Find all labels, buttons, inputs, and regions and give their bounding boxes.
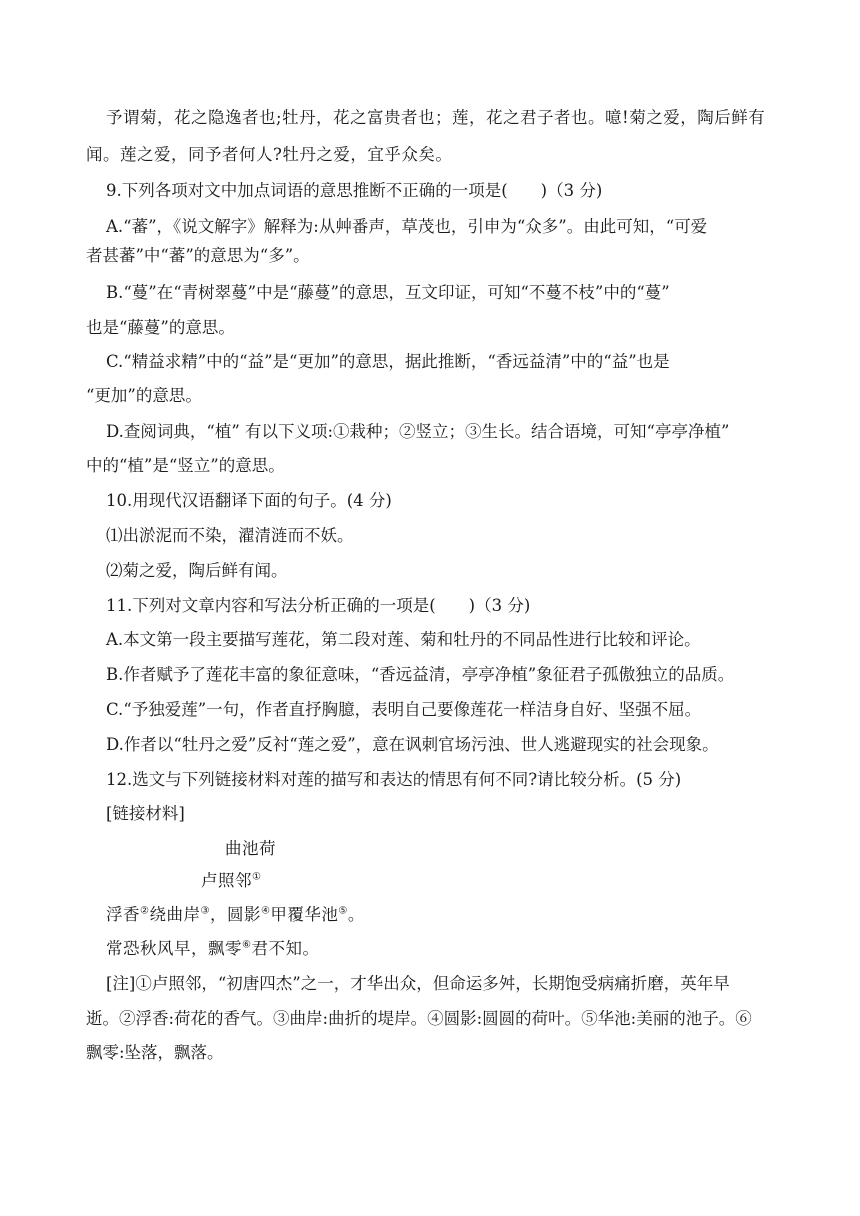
question-9-option-d-line1: D.查阅词典，“植” 有以下义项:①栽种；②竖立；③生长。结合语境，可知“亭亭净植” — [106, 422, 730, 441]
poem-text: 浮香 — [106, 905, 140, 924]
poem-author — [201, 869, 261, 893]
notes-line-2: 逝。②浮香:荷花的香气。③曲岸:曲折的堤岸。④圆影:圆圆的荷叶。⑤华池:美丽的池子。⑥ — [86, 1009, 752, 1028]
question-9-option-c-line1: C.“精益求精”中的“益”是“更加”的意思，据此推断，“香远益清”中的“益”也是 — [106, 352, 670, 371]
question-9-stem: 9.下列各项对文中加点词语的意思推断不正确的一项是( )（3 分) — [106, 181, 603, 200]
poem-text: 绕曲岸 — [149, 905, 201, 924]
question-9-option-c-line2: “更加”的意思。 — [86, 386, 202, 405]
footnote-marker: ② — [140, 905, 150, 917]
notes-line-3: 飘零:坠落，飘落。 — [86, 1043, 224, 1062]
footnote-marker: ⑥ — [242, 939, 252, 951]
footnote-marker: ① — [252, 871, 262, 883]
poem-title: 曲池荷 — [225, 839, 276, 858]
question-9-option-a-line2: 者甚蕃”中“蕃”的意思为“多”。 — [86, 246, 310, 265]
question-10-item-1: ⑴出淤泥而不染，濯清涟而不妖。 — [106, 526, 354, 545]
question-9-option-d-line2: 中的“植”是“竖立”的意思。 — [86, 456, 285, 475]
question-11-option-d: D.作者以“牡丹之爱”反衬“莲之爱”，意在讽刺官场污浊、世人逃避现实的社会现象。 — [106, 735, 719, 754]
question-11-option-a: A.本文第一段主要描写莲花，第二段对莲、菊和牡丹的不同品性进行比较和评论。 — [106, 630, 701, 649]
poem-author-name: 卢照邻 — [201, 871, 252, 890]
poem-text: 。 — [347, 905, 365, 924]
poem-text: ，圆影 — [209, 905, 261, 924]
passage-line-2: 闻。莲之爱，同予者何人?牡丹之爱，宜乎众矣。 — [86, 145, 453, 164]
question-10-item-2: ⑵菊之爱，陶后鲜有闻。 — [106, 561, 288, 580]
poem-text: 君不知。 — [251, 939, 320, 958]
question-10-stem: 10.用现代汉语翻译下面的句子。(4 分) — [106, 491, 392, 510]
question-9-option-b-line1: B.“蔓”在“青树翠蔓”中是“藤蔓”的意思，互文印证，可知“不蔓不枝”中的“蔓” — [106, 283, 670, 302]
footnote-marker: ③ — [200, 905, 210, 917]
footnote-marker: ⑤ — [338, 905, 348, 917]
poem-text: 甲覆华池 — [270, 905, 339, 924]
passage-line-1: 予谓菊，花之隐逸者也;牡丹，花之富贵者也；莲，花之君子者也。噫!菊之爱，陶后鲜有 — [106, 108, 766, 127]
poem-text: 常恐秋风早，飘零 — [106, 939, 242, 958]
question-11-option-c: C.“予独爱莲”一句，作者直抒胸臆，表明自己要像莲花一样洁身自好、坚强不屈。 — [106, 700, 702, 719]
question-9-option-b-line2: 也是“藤蔓”的意思。 — [86, 318, 235, 337]
question-12-stem: 12.选文与下列链接材料对莲的描写和表达的情思有何不同?请比较分析。(5 分) — [106, 770, 682, 789]
question-11-stem: 11.下列对文章内容和写法分析正确的一项是( )（3 分) — [106, 596, 531, 615]
poem-line-1 — [106, 903, 788, 927]
question-11-option-b: B.作者赋予了莲花丰富的象征意味，“香远益清，亭亭净植”象征君子孤傲独立的品质。 — [106, 665, 735, 684]
footnote-marker: ④ — [260, 905, 271, 917]
poem-line-2 — [106, 937, 788, 961]
notes-line-1: [注]①卢照邻，“初唐四杰”之一，才华出众，但命运多舛，长期饱受病痛折磨，英年早 — [106, 974, 730, 993]
question-9-option-a-line1: A.“蕃”，《说文解字》解释为:从艸番声，草茂也，引申为“众多”。由此可知，“可爱 — [106, 217, 708, 236]
material-label: [链接材料] — [106, 804, 185, 823]
